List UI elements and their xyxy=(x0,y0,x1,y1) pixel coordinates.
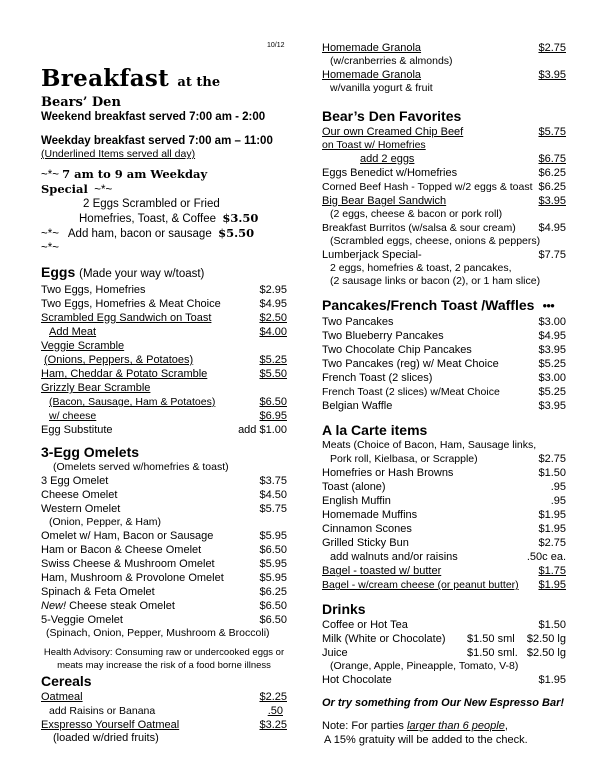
item-price: .50c ea. xyxy=(526,551,566,564)
item-name: Swiss Cheese & Mushroom Omelet xyxy=(41,558,215,570)
item-name: Juice xyxy=(322,647,348,660)
menu-item xyxy=(41,571,287,585)
menu-item xyxy=(41,325,287,339)
item-name: (Onions, Peppers, & Potatoes) xyxy=(44,354,194,366)
item-name: French Toast (2 slices) xyxy=(322,372,433,385)
menu-item xyxy=(41,474,287,488)
menu-item xyxy=(322,494,566,508)
item-name: w/ cheese xyxy=(49,410,97,422)
menu-item xyxy=(41,311,287,325)
health-advisory xyxy=(41,646,287,672)
item-price: $6.95 xyxy=(259,410,287,422)
deco: ~*~ xyxy=(94,184,113,196)
menu-item xyxy=(41,543,287,557)
new-badge: New! xyxy=(41,600,67,612)
item-name: Two Pancakes (reg) w/ Meat Choice xyxy=(322,358,499,371)
item-name: 5-Veggie Omelet xyxy=(41,614,123,626)
menu-item xyxy=(322,166,566,180)
menu-item xyxy=(322,125,566,139)
item-name: Ham, Mushroom & Provolone Omelet xyxy=(41,572,224,584)
item-name: Belgian Waffle xyxy=(322,400,393,413)
item-price: $1.95 xyxy=(538,523,566,536)
menu-item xyxy=(41,353,287,367)
item-price: $5.25 xyxy=(538,358,566,371)
menu-item xyxy=(322,180,566,194)
item-name: Two Eggs, Homefries & Meat Choice xyxy=(41,298,221,310)
item-name: Big Bear Bagel Sandwich xyxy=(322,195,447,207)
item-price: $2.50 xyxy=(259,312,287,324)
menu-item xyxy=(322,343,566,357)
item-name: Western Omelet xyxy=(41,503,121,515)
deco: ~*~ xyxy=(41,228,59,240)
item-name: Homemade Muffins xyxy=(322,509,418,522)
deco: ~*~ xyxy=(41,242,59,254)
item-name: Our own Creamed Chip Beef xyxy=(322,126,464,138)
advisory-line: Health Advisory: Consuming raw or undercooked eggs or xyxy=(43,647,285,658)
menu-item xyxy=(41,613,287,627)
right-column xyxy=(322,41,566,747)
item-price: $2.95 xyxy=(259,284,287,296)
menu-item xyxy=(322,480,566,494)
menu-item xyxy=(41,395,287,409)
item-note: (Spinach, Onion, Pepper, Mushroom & Broccoli) xyxy=(46,627,270,639)
underline-note: (Underlined Items served all day) xyxy=(41,148,196,160)
item-price-small: $1.50 sml xyxy=(467,633,515,646)
item-price: $1.50 xyxy=(538,467,566,480)
item-name: Two Pancakes xyxy=(322,316,394,329)
menu-item xyxy=(322,646,566,660)
item-note: (Scrambled eggs, cheese, onions & peppers) xyxy=(330,235,541,247)
item-price: $6.50 xyxy=(259,600,287,612)
special-add: Add ham, bacon or sausage xyxy=(67,228,212,240)
menu-item xyxy=(41,502,287,516)
menu-item xyxy=(41,690,287,704)
advisory-line: meats may increase the risk of a food borne illness xyxy=(57,660,271,671)
item-price: .95 xyxy=(550,481,566,494)
menu-item xyxy=(322,550,566,564)
menu-item xyxy=(41,599,287,613)
menu-item xyxy=(322,329,566,343)
item-name: English Muffin xyxy=(322,495,391,508)
omelets-heading: 3-Egg Omelets xyxy=(41,444,140,460)
item-price: $3.00 xyxy=(538,316,566,329)
title-main: Breakfast xyxy=(41,65,170,92)
alacarte-heading: A la Carte items xyxy=(322,422,428,439)
cereals-list xyxy=(41,690,287,745)
menu-item xyxy=(41,367,287,381)
item-price: $2.50 lg xyxy=(526,647,566,660)
menu-item xyxy=(322,618,566,632)
item-name: Two Eggs, Homefries xyxy=(41,284,146,296)
menu-item xyxy=(322,452,566,466)
item-name: Grizzly Bear Scramble xyxy=(41,382,151,394)
item-price: $5.75 xyxy=(259,503,287,515)
special-title: 7 am to 9 am Weekday xyxy=(62,167,208,181)
alacarte-list xyxy=(322,439,566,592)
menu-item xyxy=(41,339,287,353)
item-name: 3 Egg Omelet xyxy=(41,475,109,487)
favorites-list xyxy=(322,125,566,288)
pancakes-heading xyxy=(322,296,566,315)
menu-item xyxy=(322,399,566,413)
item-note: Meats (Choice of Bacon, Ham, Sausage links, xyxy=(322,439,537,452)
item-name: Milk (White or Chocolate) xyxy=(322,633,446,646)
menu-item xyxy=(41,557,287,571)
item-price: $5.50 xyxy=(259,368,287,380)
section-title: Eggs xyxy=(41,264,76,280)
item-note: (2 eggs, cheese & bacon or pork roll) xyxy=(330,208,503,220)
item-name: Exspresso Yourself Oatmeal xyxy=(41,719,180,731)
special-title-2: Special xyxy=(41,182,88,196)
item-name: Spinach & Feta Omelet xyxy=(41,586,155,598)
decorative-dots-icon: ●●● xyxy=(542,301,554,311)
item-price-small: $1.50 sml. xyxy=(467,647,518,660)
item-name: Add Meat xyxy=(49,326,97,338)
item-name: Cheese Omelet xyxy=(41,489,118,501)
item-name: Two Blueberry Pancakes xyxy=(322,330,444,343)
item-name: Homemade Granola xyxy=(322,42,422,54)
eggs-list xyxy=(41,283,287,437)
menu-item xyxy=(41,283,287,297)
item-name: Ham, Cheddar & Potato Scramble xyxy=(41,368,208,380)
special-price-2: $5.50 xyxy=(218,226,255,240)
item-note: (loaded w/dried fruits) xyxy=(53,732,159,744)
item-name: Oatmeal xyxy=(41,691,83,703)
item-name: add 2 eggs xyxy=(360,153,415,165)
omelets-list xyxy=(41,474,287,640)
menu-item xyxy=(322,68,566,82)
item-name: Two Chocolate Chip Pancakes xyxy=(322,344,472,357)
item-note: (2 sausage links or bacon (2), or 1 ham slice) xyxy=(330,275,541,287)
item-name: Omelet w/ Ham, Bacon or Sausage xyxy=(41,530,214,542)
item-name: Toast (alone) xyxy=(322,481,386,494)
item-note: 2 eggs, homefries & toast, 2 pancakes, xyxy=(330,262,512,274)
item-price: $5.95 xyxy=(259,530,287,542)
special-line-1: 2 Eggs Scrambled or Fried xyxy=(83,198,220,210)
eggs-heading xyxy=(41,263,287,283)
special-line-2: Homefries, Toast, & Coffee xyxy=(79,213,217,225)
item-price: $1.95 xyxy=(538,579,566,592)
note-text: , xyxy=(504,720,508,733)
item-price: $2.50 lg xyxy=(526,633,566,646)
item-price: add $1.00 xyxy=(238,424,287,436)
item-price: $5.95 xyxy=(259,558,287,570)
item-price: $6.50 xyxy=(259,544,287,556)
item-price: $3.95 xyxy=(538,400,566,413)
menu-item xyxy=(322,194,566,208)
item-name: Scrambled Egg Sandwich on Toast xyxy=(41,312,212,324)
item-name: Grilled Sticky Bun xyxy=(322,537,409,550)
item-name: Homemade Granola xyxy=(322,69,422,81)
title-suffix: at the xyxy=(177,75,221,90)
item-price: $6.50 xyxy=(259,614,287,626)
menu-item xyxy=(322,152,566,166)
item-price: $6.50 xyxy=(259,396,287,408)
item-price: $3.25 xyxy=(259,719,287,731)
note-text: Note: For parties xyxy=(322,720,407,733)
menu-item xyxy=(41,529,287,543)
item-price: $4.50 xyxy=(259,489,287,501)
item-price: $1.50 xyxy=(538,619,566,632)
item-price: $2.75 xyxy=(538,537,566,550)
item-name: Bagel - w/cream cheese (or peanut butter) xyxy=(322,579,519,592)
item-price: $5.75 xyxy=(538,126,566,138)
menu-item xyxy=(41,718,287,732)
section-subtitle: (Made your way w/toast) xyxy=(79,268,205,280)
item-price: $1.95 xyxy=(538,509,566,522)
espresso-promo: Or try something from Our New Espresso Bar! xyxy=(322,697,565,710)
menu-item xyxy=(41,409,287,423)
section-title: Pancakes/French Toast /Waffles xyxy=(322,297,535,313)
menu-item xyxy=(322,522,566,536)
menu-subtitle: Bears’ Den xyxy=(41,95,121,110)
item-name: Coffee or Hot Tea xyxy=(322,619,408,632)
item-price: $5.95 xyxy=(259,572,287,584)
party-note xyxy=(322,719,566,733)
item-price: $6.25 xyxy=(538,181,566,193)
item-name: Breakfast Burritos (w/salsa & sour cream) xyxy=(322,222,516,234)
item-name: add Raisins or Banana xyxy=(49,705,156,717)
menu-item xyxy=(322,41,566,55)
menu-item xyxy=(322,673,566,687)
item-name: add walnuts and/or raisins xyxy=(330,551,458,564)
menu-item xyxy=(322,315,566,329)
item-name: Veggie Scramble xyxy=(41,340,125,352)
menu-item xyxy=(41,488,287,502)
menu-item xyxy=(41,381,287,395)
item-note: w/vanilla yogurt & fruit xyxy=(330,82,433,94)
item-price: $5.25 xyxy=(538,386,566,399)
item-price: $6.25 xyxy=(538,167,566,179)
cereals-heading: Cereals xyxy=(41,673,92,689)
menu-item xyxy=(322,248,566,262)
weekend-hours: Weekend breakfast served 7:00 am - 2:00 xyxy=(41,111,266,123)
special-price-1: $3.50 xyxy=(222,211,259,225)
item-price: $3.95 xyxy=(538,69,566,81)
menu-item xyxy=(41,704,287,718)
menu-item xyxy=(322,536,566,550)
item-price: $2.75 xyxy=(538,453,566,466)
item-price: $3.95 xyxy=(538,195,566,207)
item-name: Corned Beef Hash - Topped w/2 eggs & toast xyxy=(322,181,533,193)
item-name: Bagel - toasted w/ butter xyxy=(322,565,442,578)
weekday-special xyxy=(41,167,287,255)
item-note: (Onion, Pepper, & Ham) xyxy=(49,516,162,528)
item-price: $3.00 xyxy=(538,372,566,385)
item-price: $3.95 xyxy=(538,344,566,357)
menu-item xyxy=(322,564,566,578)
item-price: $2.75 xyxy=(538,42,566,54)
menu-item xyxy=(322,385,566,399)
deco: ~*~ xyxy=(41,169,59,181)
menu-date: 10/12 xyxy=(267,42,285,49)
item-price: $6.75 xyxy=(538,153,566,165)
omelets-subtitle: (Omelets served w/homefries & toast) xyxy=(53,461,229,473)
item-price: $4.95 xyxy=(538,330,566,343)
item-note: on Toast w/ Homefries xyxy=(322,139,426,151)
item-price: $2.25 xyxy=(259,691,287,703)
item-name: Egg Substitute xyxy=(41,424,113,436)
item-name: Pork roll, Kielbasa, or Scrapple) xyxy=(330,453,478,466)
weekday-hours: Weekday breakfast served 7:00 am – 11:00 xyxy=(41,135,273,147)
item-name: Cheese steak Omelet xyxy=(69,600,175,612)
menu-item xyxy=(322,632,566,646)
item-price: .50 xyxy=(267,705,283,717)
item-name: (Bacon, Sausage, Ham & Potatoes) xyxy=(49,396,216,408)
item-price: $7.75 xyxy=(538,249,566,261)
menu-item xyxy=(322,578,566,592)
favorites-heading: Bear’s Den Favorites xyxy=(322,108,462,124)
menu-item xyxy=(322,508,566,522)
menu-item xyxy=(322,357,566,371)
menu-item xyxy=(322,466,566,480)
menu-item xyxy=(41,297,287,311)
menu-item xyxy=(41,423,287,437)
gratuity-note: A 15% gratuity will be added to the check. xyxy=(324,734,528,747)
menu-item xyxy=(322,221,566,235)
item-note: (w/cranberries & almonds) xyxy=(330,55,453,67)
item-price: $1.95 xyxy=(538,674,566,687)
menu-item xyxy=(322,371,566,385)
drinks-list xyxy=(322,618,566,687)
item-price: $4.00 xyxy=(259,326,287,338)
menu-item xyxy=(41,585,287,599)
item-note: (Orange, Apple, Pineapple, Tomato, V-8) xyxy=(330,660,519,673)
item-name: Lumberjack Special- xyxy=(322,249,422,261)
drinks-heading: Drinks xyxy=(322,601,366,618)
item-price: $3.75 xyxy=(259,475,287,487)
item-name: Hot Chocolate xyxy=(322,674,392,687)
item-price: $6.25 xyxy=(259,586,287,598)
menu-title xyxy=(41,66,220,96)
item-name: Ham or Bacon & Cheese Omelet xyxy=(41,544,202,556)
item-name: French Toast (2 slices) w/Meat Choice xyxy=(322,386,500,399)
item-price: .95 xyxy=(550,495,566,508)
item-price: $5.25 xyxy=(259,354,287,366)
item-name: Eggs Benedict w/Homefries xyxy=(322,167,458,179)
item-name: Homefries or Hash Browns xyxy=(322,467,454,480)
note-emphasis: larger than 6 people xyxy=(406,720,505,733)
item-price: $4.95 xyxy=(259,298,287,310)
pancakes-list xyxy=(322,315,566,413)
item-price: $1.75 xyxy=(538,565,566,578)
item-name: Cinnamon Scones xyxy=(322,523,412,536)
item-price: $4.95 xyxy=(538,222,566,234)
left-column xyxy=(41,110,287,745)
